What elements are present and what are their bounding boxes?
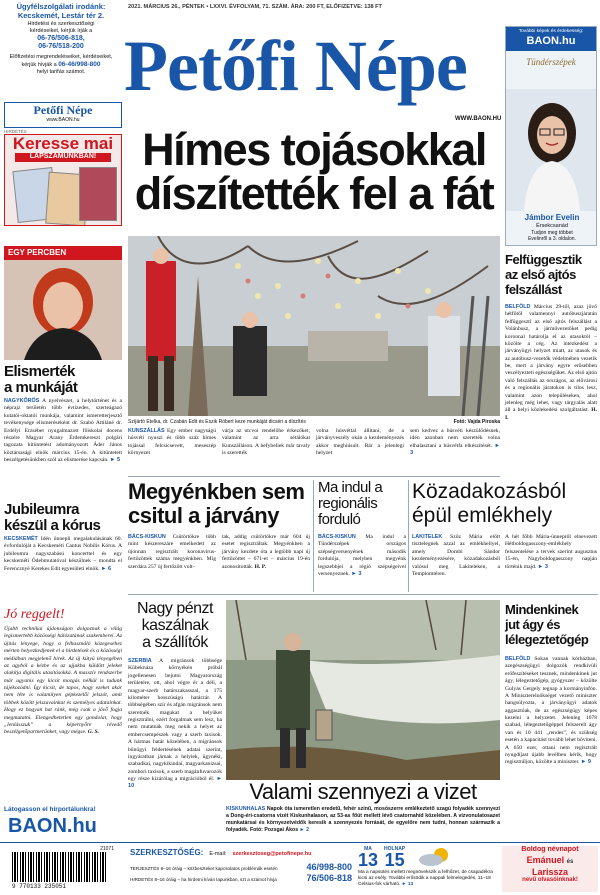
lead-ref-num: 3 — [410, 450, 414, 457]
lead-credit: Fotó: Vajda Piroska — [453, 419, 500, 425]
lead-text: volna húsvéttal állítani, de a járványveszély okán a kezdeményezés akkor meghiúsult. Bár a jelenlegi helyzet — [316, 428, 404, 457]
szerk-row — [130, 848, 352, 858]
mini-logo-sub: www.BAON.hu — [46, 117, 80, 123]
weather-today-temp: 13 — [358, 850, 379, 871]
lead-headline[interactable] — [128, 124, 500, 219]
mindenkinek-page-ref[interactable]: ► 9 — [580, 759, 592, 766]
contact-line: Hirdetési és szerkesztőségi — [27, 20, 95, 27]
contact-line: Előfizetési megrendeléseiket, kérdéseiket, — [9, 54, 113, 60]
lead-caption: Szíjártó Etelka, dr. Czabán Edit és Eszik Róbert keze munkáját dicséri a díszítés — [128, 419, 306, 425]
nevnap-name: Larissza — [531, 866, 569, 877]
nagy-penzt-dateline: SZERBIA — [128, 658, 152, 664]
kozadakozas-body: A hét főbb Mária-ünnepről elnevezett Hétboldogasszony-emlékhely felszentelése a tervek szerint augusztus 15-én, Nagyboldogasszony napján történik majd. — [505, 534, 597, 570]
masthead-url[interactable]: WWW.BAON.HU — [455, 116, 502, 122]
nevnap-name: Emánuel — [526, 854, 565, 865]
nevnap-conj: és — [566, 858, 574, 865]
divider — [128, 476, 500, 477]
lead-text: Egy ember nagyságú húsvéti nyuszi és több száz hímes tojással felcsicsevett, meseszép környezet — [128, 428, 216, 457]
valami-dateline: KISKUNHALAS — [226, 806, 266, 812]
szerk-box — [130, 848, 352, 892]
szerk-label: SZERKESZTŐSÉG: — [130, 848, 204, 857]
weather-temps — [358, 846, 498, 871]
barcode-bars — [12, 852, 108, 882]
keresse-sub: LAPSZÁMUNKBAN! — [15, 153, 111, 162]
jubileum-headline-line: készül a kórus — [4, 517, 101, 534]
elismeres-body: A nyelvészet, a helytörténet és a néprajz területén több évtizedes, szerteágazó kutatói-oktatói munkája, valamint ismeretterjesztő tevékenysége elismeréseként dr. Szabó Attiláné dr. Erdélyi Erzsébet nyugalmazott főiskolai docens részére Magyar Arany Érdemkereszt polgári tagozata kitüntetést adományozott Áder János köztársasági elnök március 15-én. A kitüntetett beszélgetésünkben szól az elismerése kapcsán. — [4, 398, 122, 463]
contact-phone: 06-46/998-800 — [58, 60, 101, 68]
jubileum-text — [4, 536, 122, 573]
divider — [313, 480, 314, 592]
magazine-cover-3 — [79, 167, 117, 221]
weather-today — [358, 846, 379, 871]
weather-tom-label: HOLNAP — [384, 846, 406, 852]
nevnap-box — [502, 846, 598, 892]
valami-ref-num: 2 — [306, 826, 310, 833]
regionalis-headline[interactable] — [318, 480, 406, 528]
regionalis-dateline: BÁCS-KISKUN — [318, 534, 356, 540]
megyenkben-headline[interactable] — [128, 480, 310, 528]
contact-phone: 06-76/518-200 — [38, 43, 84, 51]
kozadakozas-ref-num: 3 — [544, 563, 549, 570]
terjesztes-phone[interactable]: 46/998-800 — [306, 862, 352, 872]
megyenkben-body: tak, addig csütörtökre már 604 új esetet regisztráltak. Megyénkben a járvány kezdete óta a legtöbb napi új fertőzöttet – 671-et – március 19-én azonosították. — [222, 534, 310, 570]
lead-headline-line: díszítették fel a fát — [134, 168, 494, 219]
kozadakozas-dateline: LAKITELEK — [412, 534, 443, 540]
keresse-title: Keresse mai — [12, 134, 114, 153]
promo-caption — [506, 213, 597, 242]
elismeres-text — [4, 398, 122, 464]
mindenkinek-body: Sokan vannak kórházban, azegészségügyi dolgozók rendkívüli erőfeszítéseket tesznek, mindenkinek jut ágy, lélegeztetőgép, gyógyszer – közölte Gulyás Gergely tegnap a kormányinfón. A Miniszterelnökséget vezető miniszter hangsúlyozta, a járványügyi adatok aggasztóak, de az egészségügy képes kezelni a helyzetet. Jelenleg 1678 szabad, lélegeztetőgéppel felszerelt ágy van és 10 441 „rendes”, és szükség esetén a kapacitást tovább lehet bővíteni. A 650 ezer, ottani nem regisztrált nyugdíjast újabb levélben kérik, hogy regisztráljon, közölte a miniszter. — [505, 656, 597, 766]
kozadakozas-body: Szőz Mária előtt tisztelegnek azzal az emlékhellyel, amely Dombi Sándor kezdeményezésére, közadakozásból valósul meg Lakiteleken, a Templomtéren. — [412, 534, 500, 577]
lead-col-2 — [222, 428, 310, 458]
megyenkben-col-2 — [222, 534, 310, 571]
river-photo[interactable] — [226, 600, 500, 780]
nagy-penzt-headline-line: kaszálnak — [141, 617, 209, 634]
jubileum-page-ref[interactable]: ► 6 — [100, 565, 112, 572]
promo-box[interactable] — [505, 26, 597, 246]
jubileum-body: Idén ünnepli megalakulásának 60. évfordulóját a Kecskeméti Cantus Nobilis Kórus. A jubileumra nagyszabású koncerttel és egy kecskeméti Ödebmutatóval készülnek – mondta el Ferencznyé Kerekes Edit egyesületi elnök. — [4, 536, 122, 572]
portrait-photo — [4, 260, 122, 360]
terjesztes-row — [130, 862, 352, 873]
contact-phone: 06-76/506-818, — [37, 34, 85, 42]
kozadakozas-col-1 — [412, 534, 500, 578]
jo-reggelt-body: Újabb technikai újdonságon dolgoznak a világ legismertebb közösségi hálózatának szakemberei. Az újítás lényege, hogy a felhasználó közegeséhez mérten helyezkedjenek el a hirdetések és a közösségi médiában megjelenő hírek. Az új kütyü lényegében az agyból a kézbe és az ujjakba küldött jeleket alakítja digitális utasításokká. A masszív rendszerbe már ugyanis egy kicsit mozgás nélkül is tudunk tájékozódni. Így kicsit, de tapos, hogy ezeket akár nem léte is valamilyen gépkezelői jelszót, amit többek között jelszavainkat és személyes adatainkat. Hogy ez hogyan hat ránk, még csak a jövő fogja megmutatni. Elengedhetetlen egy gondolat, hogy „lenlásszuk” a képernyőre révedő beszélgetőpartnerünket, vagy mégse. — [4, 626, 122, 736]
weather-tom-temp: 15 — [384, 850, 405, 871]
mindenkinek-ref-num: 9 — [587, 759, 592, 766]
nagy-penzt-ref-num: 10 — [128, 783, 135, 790]
contact-line — [2, 61, 120, 69]
kozadakozas-col-2 — [505, 534, 597, 571]
latogasson-text: Látogasson el hírportálunkra! — [4, 806, 96, 813]
regionalis-ref-num: 3 — [358, 570, 362, 577]
elismeres-ref-num: 5 — [117, 457, 121, 463]
promo-vote: Tudjon meg többet — [531, 229, 573, 236]
nagy-penzt-headline-line: Nagy pénzt — [137, 600, 213, 617]
lead-col-3 — [316, 428, 404, 458]
promo-header — [506, 27, 596, 51]
lead-col-1 — [128, 428, 216, 458]
lead-dateline: KUNSZÁLLÁS — [128, 428, 165, 434]
regionalis-headline-line: forduló — [318, 511, 361, 528]
felfuggesztik-headline-line: Felfüggesztik — [505, 252, 582, 267]
weather-ref-num: 13 — [407, 882, 414, 888]
nagy-penzt-text — [128, 658, 222, 791]
felfuggesztik-sig: H. I. — [505, 407, 597, 421]
nevnap-names-2 — [502, 867, 598, 877]
elismeres-page-ref[interactable]: ► 5 — [109, 457, 121, 463]
email-label: E-mail: — [209, 851, 227, 857]
contact-line: kérdéseiket, kérjük írják a — [29, 27, 93, 34]
cloud-sun-icon — [417, 846, 451, 868]
hirdetes-phone[interactable]: 76/506-818 — [306, 873, 352, 884]
divider — [0, 842, 600, 843]
megyenkben-dateline: BÁCS-KISKUN — [128, 534, 166, 540]
hirdetes-label: HIRDETÉS 8–16 óráig – ha hirdetni kíván lapunkban, szt a számot hívja — [130, 877, 277, 883]
promo-top: További képek és érdekesség: — [518, 29, 584, 34]
contact-prefix: kérjük hívják a — [21, 61, 57, 68]
valami-text — [226, 806, 500, 834]
regionalis-body: Ma indul a Tündérszépek országos szépségversenyének második fordulója, melyben megyénk legszebbjei a régió szépségeivel versenyeznek. — [318, 534, 406, 577]
hirdetes-row — [130, 873, 352, 884]
elismeres-headline-line: Elismerték — [4, 363, 75, 380]
weather-text — [358, 870, 498, 888]
regionalis-page-ref[interactable]: ► 3 — [351, 570, 362, 577]
divider — [408, 480, 409, 592]
mini-logo-name: Petőfi Népe — [33, 103, 93, 117]
mini-logo[interactable] — [4, 102, 122, 128]
jo-reggelt-title: Jó reggelt! — [4, 607, 65, 622]
lead-col-4 — [410, 428, 500, 458]
jubileum-ref-num: 6 — [108, 565, 112, 572]
lead-page-ref[interactable]: ► 3 — [410, 442, 500, 457]
barcode-issue-number: 21071 — [100, 846, 114, 852]
baon-logo[interactable]: BAON.hu — [8, 815, 97, 837]
ad-tag: HIRDETÉS — [4, 129, 27, 134]
masthead-title[interactable]: Petőfi Népe — [124, 26, 467, 106]
megyenkben-body: Csütörtökre több mint készereszáre emelkedett az újonnan regisztrált koronavírus-fertőzöttek száma megyénkben. Míg szerdára 257 új fertőzött volt- — [128, 534, 216, 570]
lead-text: sem kedvez a húsvéti készülődésnek, idén azonban nem szerették volna elhalasztani a húsvétfa elkészítését. — [410, 428, 500, 449]
valami-credit: Fotó: Pozsgai Ákos — [249, 826, 299, 833]
felfuggesztik-body: Március 29-től, azaz jövő hétfőtől valamennyi autóbuszjáratán felfüggeszti az első ajtós felszállást a Volánbusz, a járművezetőket pedig koronnal határolja el az utasoktól – közölte a cég. Az intézkedést a járványügyi helyzet miatt, az utasok és az autóbusz-vezetők védelmében vezetik be, mert a járvány egyre erősebben veszélyezteti egészségüket. Az első ajtón való felszállás az országos, az elővárosi és a regionális járatokon is tilos lesz, valamint azon településeken, ahol jelenleg még lehet, vagy tárgyalás alatt áll a helyi közlekedési szolgáltatást. — [505, 304, 597, 414]
jo-reggelt-sig: G. S. — [87, 729, 100, 736]
divider — [128, 594, 598, 595]
weather-today-label: MA — [364, 846, 372, 852]
felfuggesztik-text — [505, 304, 597, 422]
dateline: 2021. MÁRCIUS 26., PÉNTEK • LXXVI. ÉVFOLYAM, 71. SZÁM. ÁRA: 200 FT, ELŐFIZETVE: 138 FT — [128, 4, 382, 10]
nagy-penzt-page-ref[interactable]: ► 10 — [128, 776, 222, 790]
contestant-photo — [506, 89, 597, 211]
contact-address: Kecskemét, Lestár tér 2. — [17, 11, 105, 21]
weather-box — [358, 846, 498, 892]
kozadakozas-headline-line: épül emlékhely — [412, 504, 553, 527]
weather-page-ref[interactable]: ► 13 — [401, 882, 414, 888]
weather-body: Ma a napsütés mellett megnövekszik a felhőzet, de csapadékra kicsi az esély. További erősödik a nappali felmelegedés, 11–18 Celsius-fok várható. — [358, 870, 493, 888]
felfuggesztik-dateline: BELFÖLD — [505, 304, 531, 310]
mindenkinek-text — [505, 656, 597, 767]
valami-headline[interactable]: Valami szennyezi a vizet — [249, 779, 477, 804]
promo-vote: Evelinről a 3. oldalon. — [528, 236, 576, 243]
nevnap-title: Boldog névnapot — [521, 846, 579, 853]
nagy-penzt-body: A migránsok többsége Kübeknáza környékén próbál jogellenesen bejutni Magyarország területére, ott, ahol végre ér a déli, a magyar-szerb határszakasszal, a 175 kilométer hosszúságú határzár. A többségében szír és afgán migránsok nem szeretnék magukat a helyüket regisztrálni, ezért forgalmak sem lesz, ha nem mutatnák meg nekik a helyet az embercsempészek vagy a szerb taxisok. A hármas határ közelében, a migránsok bűnügyi feldertésének adatai szerint, ingyáratban járnak a helyiek, ügynéki, szabadkai, nagykikindai, magyarkanizsai, zombori taxisok, a szerb magánfuvarozók egy része kizárólag a migrációból él. — [128, 658, 223, 782]
felfuggesztik-headline-line: az első ajtós — [505, 267, 576, 282]
mindenkinek-headline-line: lélegeztetőgép — [505, 632, 589, 647]
nagy-penzt-headline[interactable] — [128, 600, 222, 651]
jubileum-headline[interactable] — [4, 502, 122, 534]
valami-body: Napok óta ismeretlen eredetű, fehér színű, mosószerre emlékeztető szagú folyadék szennyezi a Dong-éri-csatorna vizét Kiskunhalason, az 53-as főút mellett lévő csatornahíd közelében. A vízvonulatosazet munkatársai és környezetvédők keresik a szennyezés forrását, de egyelőre nem tudni, honnan származik a folyadék. — [226, 806, 500, 833]
mindenkinek-headline-line: jut ágy és — [505, 617, 560, 632]
nevnap-names-1 — [502, 855, 598, 867]
mindenkinek-dateline: BELFÖLD — [505, 656, 531, 662]
contact-title: Ügyfélszolgálati irodánk: — [16, 2, 106, 11]
promo-name: Jámbor Evelin — [524, 213, 580, 222]
promo-banner: Tündérszépek — [526, 56, 576, 67]
elismeres-headline[interactable] — [4, 364, 122, 396]
promo-city: Érsekcsanád — [536, 223, 568, 229]
barcode-isbn: 9 770133 235051 — [12, 883, 67, 890]
lead-photo[interactable] — [128, 236, 500, 416]
elismeres-dateline: NAGYKŐRÖS — [4, 398, 40, 404]
megyenkben-col-1 — [128, 534, 216, 571]
lead-headline-line: Hímes tojásokkal — [142, 124, 486, 175]
nevnap-sub: nevű olvasóinknak! — [522, 876, 578, 883]
jubileum-headline-line: Jubileumra — [4, 501, 80, 518]
regionalis-text — [318, 534, 406, 578]
kozadakozas-page-ref[interactable]: ► 3 — [537, 563, 549, 570]
barcode — [8, 846, 116, 892]
megyenkben-sig: H. P. — [254, 563, 267, 570]
megyenkben-headline-line: csitul a járvány — [128, 503, 279, 528]
email-link[interactable]: szerkesztoseg@petofinepe.hu — [232, 851, 312, 857]
egy-percben: EGY PERCBEN — [4, 246, 122, 260]
felfuggesztik-headline-line: felszállást — [505, 282, 562, 297]
kozadakozas-headline-line: Közadakozásból — [412, 480, 567, 503]
promo-site: BAON.hu — [526, 34, 576, 47]
mindenkinek-headline-line: Mindenkinek — [505, 602, 579, 617]
terjesztes-label: TERJESZTÉS 8–16 óráig – közbeszteket kapcsolatos problémák esetén — [130, 866, 278, 871]
regionalis-headline-line: Ma indul a — [318, 479, 383, 496]
jo-reggelt-text — [4, 626, 122, 737]
elismeres-headline-line: a munkáját — [4, 379, 78, 396]
kozadakozas-headline[interactable] — [412, 480, 598, 528]
regionalis-headline-line: regionális — [318, 495, 378, 512]
felfuggesztik-headline[interactable] — [505, 252, 597, 297]
valami-page-ref[interactable]: ► 2 — [299, 826, 310, 833]
keresse-ad[interactable] — [4, 134, 122, 226]
contact-line: helyi tarifás számot. — [36, 69, 86, 75]
jubileum-dateline: KECSKEMÉT — [4, 536, 38, 542]
weather-tomorrow — [384, 846, 406, 871]
lead-text: várja az utcvoi rendelőhe érkezőket, valamint az arra sétálókat Kunszálláson. A hefybeliek már tavaly is szerették — [222, 428, 310, 457]
mindenkinek-headline[interactable] — [505, 602, 597, 647]
megyenkben-headline-line: Megyénkben sem — [128, 479, 305, 504]
contact-box — [2, 2, 120, 88]
nagy-penzt-headline-line: a szállítók — [142, 634, 208, 651]
